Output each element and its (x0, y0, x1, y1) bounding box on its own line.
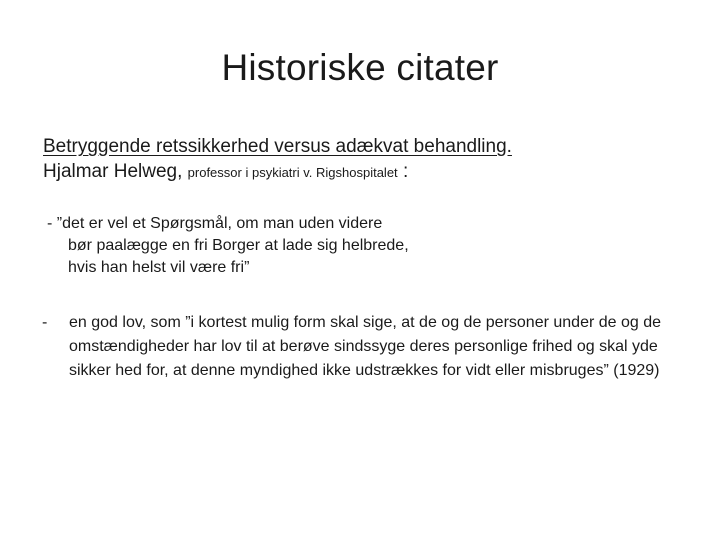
heading-colon: : (402, 161, 409, 182)
heading-topic: Betryggende retssikkerhed versus adækvat behandling. (43, 136, 512, 157)
heading-author (43, 159, 408, 186)
quote-2-text: en god lov, som ”i kortest mulig form skal sige, at de og de personer under de og de omstændigheder har lov til at berøve sindssyge deres personlige frihed og skal yde sikker hed for, at denne myndighed ikke udstrækkes for vidt eller misbruges” (1929) (69, 314, 662, 379)
author-name: Hjalmar Helweg, (43, 161, 183, 182)
quote-1-line: hvis han helst vil være fri” (68, 259, 250, 276)
quote-1-line: - ”det er vel et Spørgsmål, om man uden videre (47, 215, 383, 232)
author-role: professor i psykiatri v. Rigshospitalet (187, 165, 398, 180)
bullet-dash: - (42, 314, 48, 331)
quote-1-line: bør paalægge en fri Borger at lade sig helbrede, (68, 237, 409, 254)
slide-title: Historiske citater (221, 47, 499, 88)
quote-1 (47, 213, 409, 279)
